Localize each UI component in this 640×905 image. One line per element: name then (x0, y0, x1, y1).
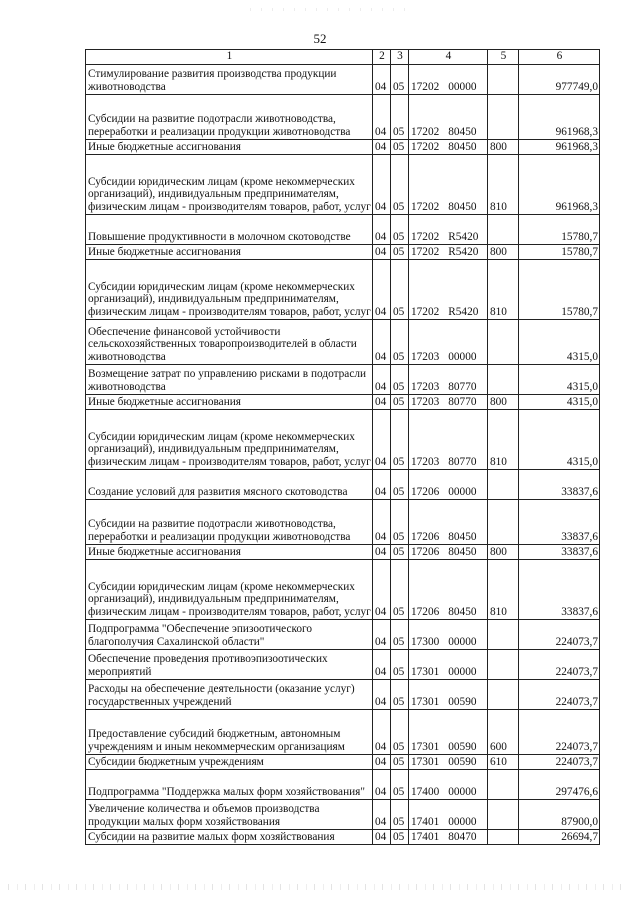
row-subsection: 05 (391, 830, 409, 845)
row-section: 04 (373, 245, 391, 260)
row-name: Субсидии на развитие подотрасли животноводства, переработки и реализации продукции животноводства (86, 500, 373, 545)
row-target-article-b: 00590 (448, 740, 477, 753)
row-target-article-b: 80470 (448, 830, 477, 843)
row-target-article-b: 00000 (448, 815, 477, 828)
row-target-article-a: 17203 (411, 350, 440, 363)
row-name: Увеличение количества и объемов производства продукции малых форм хозяйствования (86, 800, 373, 830)
row-subsection: 05 (391, 320, 409, 365)
table-row (86, 260, 600, 320)
row-name: Стимулирование развития производства продукции животноводства (86, 65, 373, 95)
row-expense-type: 800 (488, 245, 519, 260)
row-name: Создание условий для развития мясного скотоводства (86, 470, 373, 500)
row-amount: 977749,0 (519, 65, 600, 95)
row-expense-type: 810 (488, 410, 519, 470)
table-row (86, 680, 600, 710)
row-expense-type (488, 650, 519, 680)
row-subsection: 05 (391, 470, 409, 500)
row-target-article-b: R5420 (448, 305, 479, 318)
row-target-article (409, 140, 488, 155)
row-target-article (409, 260, 488, 320)
row-amount: 15780,7 (519, 260, 600, 320)
table-row (86, 800, 600, 830)
row-target-article (409, 710, 488, 755)
row-expense-type: 600 (488, 710, 519, 755)
row-name: Иные бюджетные ассигнования (86, 545, 373, 560)
row-subsection: 05 (391, 500, 409, 545)
row-target-article-b: 00590 (448, 695, 477, 708)
row-name: Подпрограмма "Обеспечение эпизоотического благополучия Сахалинской области" (86, 620, 373, 650)
row-amount: 297476,6 (519, 770, 600, 800)
row-name: Иные бюджетные ассигнования (86, 245, 373, 260)
row-name: Субсидии на развитие малых форм хозяйствования (86, 830, 373, 845)
row-target-article-a: 17301 (411, 695, 440, 708)
table-row (86, 770, 600, 800)
row-target-article (409, 155, 488, 215)
row-target-article (409, 770, 488, 800)
row-expense-type (488, 65, 519, 95)
row-expense-type (488, 470, 519, 500)
row-amount: 961968,3 (519, 140, 600, 155)
row-target-article-a: 17206 (411, 485, 440, 498)
row-target-article-b: 00000 (448, 635, 477, 648)
row-amount: 26694,7 (519, 830, 600, 845)
row-target-article-a: 17206 (411, 545, 440, 558)
table-row (86, 410, 600, 470)
row-target-article-a: 17202 (411, 125, 440, 138)
row-amount: 4315,0 (519, 395, 600, 410)
header-col-5: 5 (488, 50, 519, 65)
row-subsection: 05 (391, 755, 409, 770)
row-name: Субсидии на развитие подотрасли животноводства, переработки и реализации продукции животноводства (86, 95, 373, 140)
row-section: 04 (373, 680, 391, 710)
page-number: 52 (313, 31, 327, 46)
table-row (86, 545, 600, 560)
row-expense-type: 800 (488, 545, 519, 560)
row-expense-type (488, 800, 519, 830)
table-row (86, 65, 600, 95)
row-target-article (409, 245, 488, 260)
budget-table (85, 49, 600, 845)
row-amount: 224073,7 (519, 620, 600, 650)
row-target-article-b: 80770 (448, 395, 477, 408)
table-row (86, 245, 600, 260)
row-expense-type: 810 (488, 560, 519, 620)
row-subsection: 05 (391, 410, 409, 470)
row-subsection: 05 (391, 395, 409, 410)
row-section: 04 (373, 95, 391, 140)
row-name: Обеспечение проведения противоэпизоотических мероприятий (86, 650, 373, 680)
row-amount: 33837,6 (519, 545, 600, 560)
header-col-1: 1 (86, 50, 373, 65)
row-target-article-b: 80770 (448, 455, 477, 468)
row-amount: 224073,7 (519, 680, 600, 710)
row-expense-type (488, 365, 519, 395)
scan-noise-top (250, 8, 410, 11)
row-target-article (409, 620, 488, 650)
row-target-article (409, 65, 488, 95)
row-amount: 15780,7 (519, 245, 600, 260)
header-row (86, 50, 600, 65)
row-target-article (409, 545, 488, 560)
table-row (86, 140, 600, 155)
table-row (86, 215, 600, 245)
row-target-article-b: 80450 (448, 545, 477, 558)
row-target-article-b: 80450 (448, 140, 477, 153)
row-target-article-b: 00590 (448, 755, 477, 768)
row-target-article (409, 650, 488, 680)
row-target-article-a: 17202 (411, 80, 440, 93)
row-section: 04 (373, 620, 391, 650)
row-name: Возмещение затрат по управлению рисками в подотрасли животноводства (86, 365, 373, 395)
row-target-article-a: 17206 (411, 605, 440, 618)
row-amount: 4315,0 (519, 320, 600, 365)
row-amount: 961968,3 (519, 155, 600, 215)
row-subsection: 05 (391, 365, 409, 395)
row-target-article (409, 365, 488, 395)
row-section: 04 (373, 365, 391, 395)
row-target-article-b: R5420 (448, 245, 479, 258)
row-amount: 224073,7 (519, 755, 600, 770)
row-section: 04 (373, 320, 391, 365)
row-target-article-a: 17300 (411, 635, 440, 648)
table-row (86, 155, 600, 215)
row-expense-type: 800 (488, 395, 519, 410)
row-target-article-a: 17206 (411, 530, 440, 543)
header-col-6: 6 (519, 50, 600, 65)
row-expense-type (488, 770, 519, 800)
row-amount: 4315,0 (519, 365, 600, 395)
row-section: 04 (373, 410, 391, 470)
header-col-2: 2 (373, 50, 391, 65)
row-section: 04 (373, 755, 391, 770)
row-target-article-b: 80450 (448, 200, 477, 213)
row-section: 04 (373, 770, 391, 800)
row-amount: 4315,0 (519, 410, 600, 470)
row-section: 04 (373, 500, 391, 545)
row-target-article-a: 17203 (411, 455, 440, 468)
row-subsection: 05 (391, 155, 409, 215)
row-subsection: 05 (391, 560, 409, 620)
row-target-article-b: 00000 (448, 485, 477, 498)
row-name: Субсидии юридическим лицам (кроме некоммерческих организаций), индивидуальным предпринимателям, физическим лицам - производителям товаров, работ, услуг (86, 560, 373, 620)
row-section: 04 (373, 650, 391, 680)
table-row (86, 365, 600, 395)
table-row (86, 710, 600, 755)
row-target-article-a: 17203 (411, 395, 440, 408)
row-name: Предоставление субсидий бюджетным, автономным учреждениям и иным некоммерческим организациям (86, 710, 373, 755)
row-expense-type: 810 (488, 260, 519, 320)
table-row (86, 500, 600, 545)
row-subsection: 05 (391, 710, 409, 755)
row-amount: 33837,6 (519, 470, 600, 500)
row-subsection: 05 (391, 95, 409, 140)
row-target-article (409, 410, 488, 470)
row-target-article-b: 00000 (448, 350, 477, 363)
row-target-article-a: 17202 (411, 200, 440, 213)
row-section: 04 (373, 545, 391, 560)
row-amount: 224073,7 (519, 650, 600, 680)
table-body (86, 65, 600, 845)
row-target-article-a: 17202 (411, 245, 440, 258)
row-target-article-b: 80450 (448, 605, 477, 618)
row-amount: 87900,0 (519, 800, 600, 830)
row-target-article-a: 17202 (411, 140, 440, 153)
row-target-article-b: 80450 (448, 530, 477, 543)
row-expense-type: 800 (488, 140, 519, 155)
row-subsection: 05 (391, 680, 409, 710)
row-name: Субсидии юридическим лицам (кроме некоммерческих организаций), индивидуальным предпринимателям, физическим лицам - производителям товаров, работ, услуг (86, 260, 373, 320)
row-expense-type (488, 680, 519, 710)
row-target-article-a: 17301 (411, 665, 440, 678)
row-target-article (409, 320, 488, 365)
row-amount: 33837,6 (519, 560, 600, 620)
row-name: Повышение продуктивности в молочном скотоводстве (86, 215, 373, 245)
header-col-3: 3 (391, 50, 409, 65)
row-target-article (409, 500, 488, 545)
row-expense-type (488, 500, 519, 545)
row-target-article-a: 17202 (411, 230, 440, 243)
table-row (86, 395, 600, 410)
row-target-article (409, 470, 488, 500)
row-expense-type (488, 95, 519, 140)
scan-noise-bottom (8, 884, 628, 890)
table-row (86, 320, 600, 365)
row-section: 04 (373, 215, 391, 245)
row-target-article-a: 17400 (411, 785, 440, 798)
row-target-article (409, 95, 488, 140)
row-section: 04 (373, 560, 391, 620)
row-section: 04 (373, 470, 391, 500)
row-target-article-b: 80450 (448, 125, 477, 138)
row-section: 04 (373, 155, 391, 215)
row-section: 04 (373, 830, 391, 845)
row-section: 04 (373, 710, 391, 755)
row-target-article-b: 00000 (448, 785, 477, 798)
row-section: 04 (373, 395, 391, 410)
row-target-article (409, 680, 488, 710)
row-target-article (409, 830, 488, 845)
row-target-article-a: 17401 (411, 830, 440, 843)
row-target-article-b: 00000 (448, 665, 477, 678)
row-name: Субсидии юридическим лицам (кроме некоммерческих организаций), индивидуальным предпринимателям, физическим лицам - производителям товаров, работ, услуг (86, 410, 373, 470)
row-target-article-b: 00000 (448, 80, 477, 93)
header-col-4: 4 (409, 50, 488, 65)
row-subsection: 05 (391, 65, 409, 95)
row-target-article-a: 17202 (411, 305, 440, 318)
row-target-article (409, 215, 488, 245)
row-subsection: 05 (391, 620, 409, 650)
row-expense-type (488, 215, 519, 245)
row-target-article (409, 755, 488, 770)
row-subsection: 05 (391, 245, 409, 260)
row-name: Обеспечение финансовой устойчивости сельскохозяйственных товаропроизводителей в области животноводства (86, 320, 373, 365)
table-row (86, 95, 600, 140)
row-expense-type (488, 830, 519, 845)
row-target-article (409, 395, 488, 410)
row-subsection: 05 (391, 260, 409, 320)
table-row (86, 560, 600, 620)
row-name: Иные бюджетные ассигнования (86, 140, 373, 155)
table-row (86, 650, 600, 680)
row-section: 04 (373, 800, 391, 830)
row-name: Подпрограмма "Поддержка малых форм хозяйствования" (86, 770, 373, 800)
row-expense-type: 610 (488, 755, 519, 770)
row-section: 04 (373, 260, 391, 320)
row-target-article-b: R5420 (448, 230, 479, 243)
row-amount: 224073,7 (519, 710, 600, 755)
row-target-article (409, 800, 488, 830)
row-target-article-b: 80770 (448, 380, 477, 393)
row-name: Субсидии юридическим лицам (кроме некоммерческих организаций), индивидуальным предпринимателям, физическим лицам - производителям товаров, работ, услуг (86, 155, 373, 215)
row-section: 04 (373, 65, 391, 95)
row-target-article-a: 17203 (411, 380, 440, 393)
row-expense-type (488, 620, 519, 650)
row-expense-type: 810 (488, 155, 519, 215)
row-amount: 15780,7 (519, 215, 600, 245)
table-row (86, 755, 600, 770)
row-target-article-a: 17401 (411, 815, 440, 828)
row-subsection: 05 (391, 650, 409, 680)
row-name: Иные бюджетные ассигнования (86, 395, 373, 410)
row-subsection: 05 (391, 545, 409, 560)
table-row (86, 830, 600, 845)
row-name: Субсидии бюджетным учреждениям (86, 755, 373, 770)
table-row (86, 620, 600, 650)
row-subsection: 05 (391, 770, 409, 800)
row-amount: 961968,3 (519, 95, 600, 140)
row-name: Расходы на обеспечение деятельности (оказание услуг) государственных учреждений (86, 680, 373, 710)
row-subsection: 05 (391, 215, 409, 245)
row-amount: 33837,6 (519, 500, 600, 545)
row-expense-type (488, 320, 519, 365)
row-section: 04 (373, 140, 391, 155)
row-subsection: 05 (391, 800, 409, 830)
table-row (86, 470, 600, 500)
row-subsection: 05 (391, 140, 409, 155)
row-target-article (409, 560, 488, 620)
row-target-article-a: 17301 (411, 740, 440, 753)
row-target-article-a: 17301 (411, 755, 440, 768)
